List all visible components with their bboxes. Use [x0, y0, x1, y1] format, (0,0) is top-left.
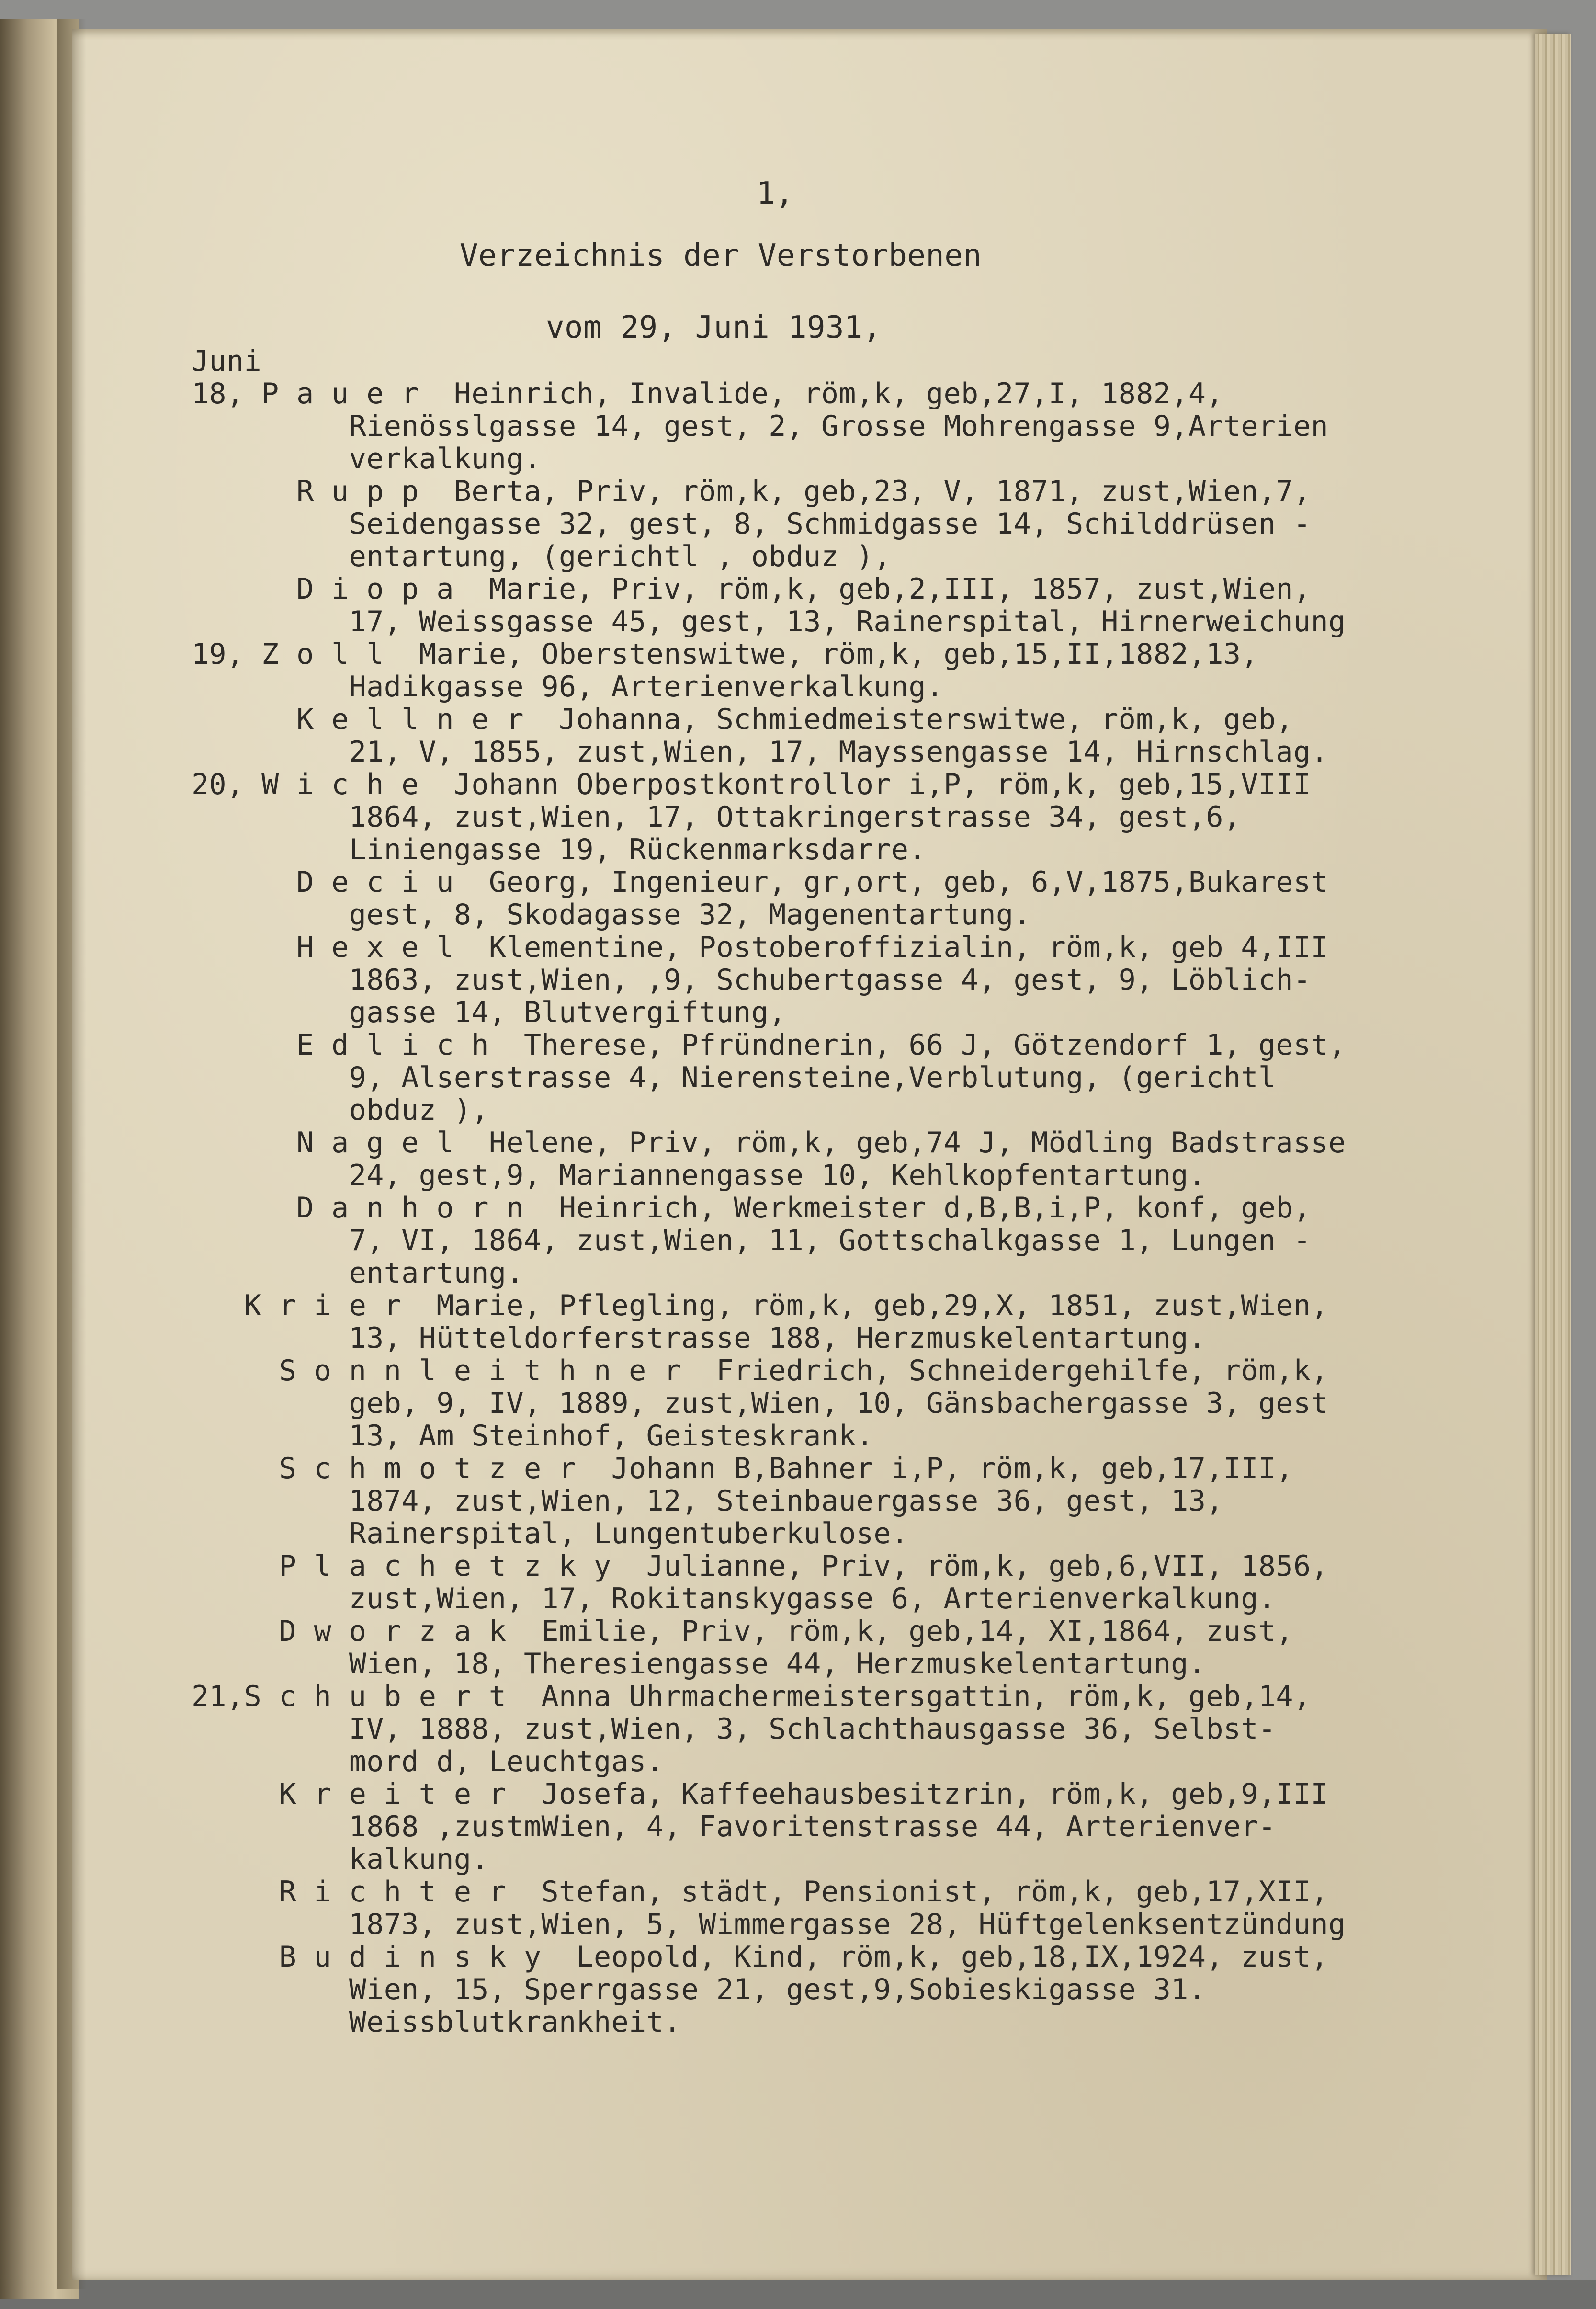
scan-background [0, 2280, 1596, 2309]
entry-line: Wien, 18, Theresiengasse 44, Herzmuskelentartung. [192, 1647, 1206, 1681]
entry-line: 19, Z o l l Marie, Oberstenswitwe, röm,k, geb,15,II,1882,13, [192, 637, 1258, 671]
entry-line: obduz ), [192, 1093, 489, 1127]
entry-line: D a n h o r n Heinrich, Werkmeister d,B,B,i,P, konf, geb, [192, 1191, 1311, 1225]
entry-line: 13, Hütteldorferstrasse 188, Herzmuskelentartung. [192, 1321, 1206, 1355]
entry-line: 1863, zust,Wien, ,9, Schubertgasse 4, gest, 9, Löblich- [192, 963, 1311, 997]
entry-line: S o n n l e i t h n e r Friedrich, Schneidergehilfe, röm,k, [192, 1354, 1328, 1388]
page-title: Verzeichnis der Verstorbenen [460, 238, 982, 273]
entry-line: 18, P a u e r Heinrich, Invalide, röm,k, geb,27,I, 1882,4, [192, 377, 1223, 410]
entry-line: 21,S c h u b e r t Anna Uhrmachermeistersgattin, röm,k, geb,14, [192, 1680, 1311, 1713]
entry-line: entartung. [192, 1256, 524, 1290]
entry-line: 20, W i c h e Johann Oberpostkontrollor i,P, röm,k, geb,15,VIII [192, 768, 1311, 801]
entry-line: H e x e l Klementine, Postoberoffizialin, röm,k, geb 4,III [192, 931, 1328, 964]
entry-line: Hadikgasse 96, Arterienverkalkung. [192, 670, 944, 704]
entry-line: 7, VI, 1864, zust,Wien, 11, Gottschalkgasse 1, Lungen - [192, 1224, 1311, 1257]
entry-line: N a g e l Helene, Priv, röm,k, geb,74 J, Mödling Badstrasse [192, 1126, 1346, 1160]
entry-line: gest, 8, Skodagasse 32, Magenentartung. [192, 898, 1031, 932]
entry-line: E d l i c h Therese, Pfründnerin, 66 J, Götzendorf 1, gest, [192, 1028, 1346, 1062]
entry-line: R u p p Berta, Priv, röm,k, geb,23, V, 1871, zust,Wien,7, [192, 475, 1311, 508]
entry-line: D e c i u Georg, Ingenieur, gr,ort, geb, 6,V,1875,Bukarest [192, 865, 1328, 899]
entry-line: R i c h t e r Stefan, städt, Pensionist, röm,k, geb,17,XII, [192, 1875, 1328, 1909]
page-number: 1, [757, 176, 794, 211]
entry-line: 1874, zust,Wien, 12, Steinbauergasse 36, gest, 13, [192, 1484, 1223, 1518]
entry-line: K r e i t e r Josefa, Kaffeehausbesitzrin, röm,k, geb,9,III [192, 1777, 1328, 1811]
page-stack-edge [1535, 34, 1571, 2275]
entry-line: Juni [192, 344, 262, 378]
entry-line: 1868 ,zustmWien, 4, Favoritenstrasse 44, Arterienver- [192, 1810, 1276, 1843]
entry-line: entartung, (gerichtl , obduz ), [192, 540, 891, 573]
entry-line: Rienösslgasse 14, gest, 2, Grosse Mohrengasse 9,Arterien [192, 409, 1328, 443]
entry-line: Seidengasse 32, gest, 8, Schmidgasse 14, Schilddrüsen - [192, 507, 1311, 541]
entry-line: 21, V, 1855, zust,Wien, 17, Mayssengasse 14, Hirnschlag. [192, 735, 1328, 769]
entry-line: 17, Weissgasse 45, gest, 13, Rainerspital, Hirnerweichung [192, 605, 1346, 638]
entry-line: 9, Alserstrasse 4, Nierensteine,Verblutung, (gerichtl [192, 1061, 1276, 1094]
entry-line: verkalkung. [192, 442, 542, 476]
entry-line: 1864, zust,Wien, 17, Ottakringerstrasse 34, gest,6, [192, 800, 1241, 834]
entry-line: K r i e r Marie, Pflegling, röm,k, geb,29,X, 1851, zust,Wien, [192, 1289, 1328, 1322]
entry-line: Liniengasse 19, Rückenmarksdarre. [192, 833, 926, 866]
entry-line: 13, Am Steinhof, Geisteskrank. [192, 1419, 874, 1453]
entry-line: 24, gest,9, Mariannengasse 10, Kehlkopfentartung. [192, 1159, 1206, 1192]
document-page [72, 29, 1547, 2280]
entry-line: geb, 9, IV, 1889, zust,Wien, 10, Gänsbachergasse 3, gest [192, 1387, 1328, 1420]
entry-line: K e l l n e r Johanna, Schmiedmeisterswitwe, röm,k, geb, [192, 703, 1293, 736]
typed-text-block [192, 29, 1551, 2280]
entry-line: Weissblutkrankheit. [192, 2005, 681, 2039]
entry-line: zust,Wien, 17, Rokitanskygasse 6, Arterienverkalkung. [192, 1582, 1276, 1615]
page-subtitle: vom 29, Juni 1931, [546, 310, 882, 345]
entry-line: gasse 14, Blutvergiftung, [192, 996, 786, 1029]
entry-line: mord d, Leuchtgas. [192, 1745, 664, 1778]
entry-line: P l a c h e t z k y Julianne, Priv, röm,k, geb,6,VII, 1856, [192, 1549, 1328, 1583]
entry-line: 1873, zust,Wien, 5, Wimmergasse 28, Hüftgelenksentzündung [192, 1908, 1346, 1941]
entry-line: Rainerspital, Lungentuberkulose. [192, 1517, 909, 1550]
entry-line: D w o r z a k Emilie, Priv, röm,k, geb,14, XI,1864, zust, [192, 1615, 1293, 1648]
entry-line: IV, 1888, zust,Wien, 3, Schlachthausgasse 36, Selbst- [192, 1712, 1276, 1746]
entry-line: D i o p a Marie, Priv, röm,k, geb,2,III, 1857, zust,Wien, [192, 572, 1311, 606]
entry-line: kalkung. [192, 1843, 489, 1876]
entry-line: S c h m o t z e r Johann B,Bahner i,P, röm,k, geb,17,III, [192, 1452, 1293, 1485]
entry-line: Wien, 15, Sperrgasse 21, gest,9,Sobieskigasse 31. [192, 1973, 1206, 2006]
entry-line: B u d i n s k y Leopold, Kind, röm,k, geb,18,IX,1924, zust, [192, 1940, 1328, 1974]
book-gutter-shadow [57, 19, 86, 2289]
